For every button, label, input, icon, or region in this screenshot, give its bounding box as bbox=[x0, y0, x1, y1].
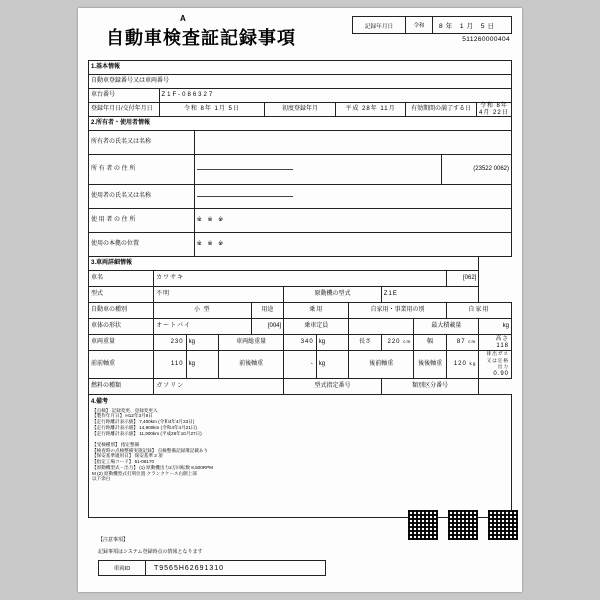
front-front-axle-unit: kg bbox=[186, 351, 219, 378]
power-output-label: 排出ガス又は定格出力 bbox=[486, 351, 509, 370]
value-length bbox=[381, 335, 414, 351]
value-front-front-axle: 110 bbox=[154, 351, 187, 378]
label-user-name: 使用者の氏名又は名称 bbox=[89, 185, 195, 209]
label-max-load: 最大積載量 bbox=[414, 319, 479, 335]
value-seating-capacity bbox=[349, 319, 414, 335]
remarks-line: M (2) 原動機型式打刻位置 クランクケース右側上部 bbox=[92, 470, 197, 476]
label-model: 型式 bbox=[89, 287, 154, 303]
power-output-value: 0.90 bbox=[493, 370, 509, 377]
row-vehicle-reg-number: 自動車登録番号又は車両番号 bbox=[89, 75, 512, 89]
gross-weight-unit: kg bbox=[316, 335, 349, 351]
record-date-label: 記録年月日 bbox=[353, 17, 406, 33]
width-unit: cm bbox=[468, 339, 477, 345]
vehicle-id-value: T9565H62691310 bbox=[154, 564, 225, 572]
label-seating-capacity: 乗車定員 bbox=[284, 319, 349, 335]
value-first-registration: 平成 28年 11月 bbox=[335, 103, 406, 117]
label-body-shape: 車体の形状 bbox=[89, 319, 154, 335]
remarks-line: 【指定工場コード】 51-08170 bbox=[92, 459, 155, 465]
label-rear-front-axle: 後前軸重 bbox=[349, 351, 414, 378]
label-vehicle-type: 自動車の種別 bbox=[89, 303, 154, 319]
owner-address-code: (23522 0062) bbox=[441, 155, 512, 185]
label-fuel-type: 燃料の種類 bbox=[89, 378, 154, 394]
value-user-name bbox=[194, 185, 511, 209]
length-unit: cm bbox=[403, 339, 412, 345]
label-usage: 用途 bbox=[251, 303, 284, 319]
expiry-value: 8年 4月 22日 bbox=[479, 103, 509, 116]
label-private-business: 自家用・事業用の別 bbox=[349, 303, 447, 319]
remarks-line: 【保安基準適用日】 保安基準 2 項 bbox=[92, 453, 163, 459]
remarks-line: 【検査時の点検整備実施記録】 点検整備記録簿記載あり bbox=[92, 447, 209, 453]
qr-code-icon bbox=[488, 510, 518, 540]
remarks-line: 【受検種別】 指定整備 bbox=[92, 441, 140, 447]
front-rear-axle-unit: kg bbox=[316, 351, 349, 378]
label-base-location: 使用の本拠の位置 bbox=[89, 233, 195, 257]
remarks-line: 【走行距離計表示値】 11,900km (平成28年10月27日) bbox=[92, 430, 202, 436]
value-front-rear-axle: - bbox=[284, 351, 317, 378]
document-header bbox=[88, 16, 512, 60]
label-rear-rear-axle: 後後軸重 bbox=[414, 351, 447, 378]
qr-code-icon bbox=[408, 510, 438, 540]
length-label-text: 長さ bbox=[359, 339, 372, 346]
remarks-line: 【走行距離計表示値】 14,900km (令和4年4月21日) bbox=[92, 424, 197, 430]
label-model-designation-no: 型式指定番号 bbox=[284, 378, 382, 394]
vehicle-id-label: 車両ID bbox=[99, 561, 146, 575]
value-chassis-number: Z1F-086327 bbox=[159, 89, 512, 103]
vehicle-weight-unit: kg bbox=[186, 335, 219, 351]
value-owner-name bbox=[194, 131, 511, 155]
remarks-block bbox=[88, 406, 512, 518]
label-length bbox=[349, 335, 382, 351]
rear-rear-axle-unit: kg bbox=[469, 361, 477, 367]
value-base-location: ※ ※ ※ bbox=[194, 233, 511, 257]
section-2-table bbox=[88, 116, 512, 257]
document-number: 511260000404 bbox=[462, 36, 510, 43]
height-label-text: 高さ bbox=[495, 336, 509, 343]
record-date-value: 8年 1月 5日 bbox=[439, 22, 497, 30]
remarks-line: 【原動機型式・出力】 (1) 原動機出力2万回転数 8,500RPM bbox=[92, 464, 213, 470]
owner-address-rule bbox=[197, 169, 293, 170]
label-first-registration: 初度登録年月 bbox=[265, 103, 336, 117]
value-width bbox=[446, 335, 479, 351]
remarks-line: 【走行距離計表示値】 7,400km (令和4年4月23日) bbox=[92, 419, 195, 425]
value-gross-weight: 340 bbox=[284, 335, 317, 351]
label-category-class-no: 類別区分番号 bbox=[381, 378, 479, 394]
document-body bbox=[88, 16, 512, 584]
value-fuel-type: ガソリン bbox=[154, 378, 284, 394]
label-front-front-axle: 前前軸重 bbox=[89, 351, 154, 378]
document-sheet bbox=[78, 8, 522, 592]
value-height bbox=[479, 335, 512, 351]
value-registration-date: 令和 8年 1月 5日 bbox=[159, 103, 265, 117]
label-expiry-date: 有効期間の満了する日 bbox=[406, 103, 477, 117]
value-vehicle-name: カワサキ bbox=[154, 271, 447, 287]
label-vehicle-name: 車名 bbox=[89, 271, 154, 287]
section-4-title: 4.備考 bbox=[88, 394, 512, 406]
value-rear-rear-axle bbox=[446, 351, 479, 378]
value-private-business: 自家用 bbox=[446, 303, 511, 319]
length-value-text: 220 bbox=[387, 339, 401, 346]
value-expiry-date bbox=[476, 103, 511, 117]
caution-text: 記録事項はシステム登録時点の情報となります bbox=[98, 548, 203, 555]
caution-title: 【注意事項】 bbox=[98, 537, 129, 543]
qr-code-row bbox=[408, 510, 518, 540]
value-power-output bbox=[479, 351, 512, 378]
body-shape-code: [004] bbox=[251, 319, 284, 335]
section-1-table bbox=[88, 60, 512, 117]
remarks-line: 【製作年月日】 H12年3月8日 bbox=[92, 413, 153, 419]
label-user-address: 使 用 者 の 住 所 bbox=[89, 209, 195, 233]
vehicle-id-box bbox=[98, 560, 326, 576]
record-date-box bbox=[352, 16, 512, 34]
value-vehicle-type: 小 型 bbox=[154, 303, 252, 319]
section-3-table bbox=[88, 256, 512, 394]
value-model: 不明 bbox=[154, 287, 284, 303]
value-user-address: ※ ※ ※ bbox=[194, 209, 511, 233]
record-era-label: 令和 bbox=[406, 17, 433, 33]
mark-a: A bbox=[180, 14, 186, 23]
width-value-text: 87 bbox=[456, 339, 466, 346]
max-load-unit: kg bbox=[479, 319, 512, 335]
remarks-line: 以下余白 bbox=[92, 476, 111, 482]
label-chassis-number: 車台番号 bbox=[89, 89, 160, 103]
rear-rear-axle-value-text: 120 bbox=[453, 361, 467, 368]
vehicle-name-code: [062] bbox=[446, 271, 479, 287]
label-gross-weight: 車両総重量 bbox=[219, 335, 284, 351]
value-engine-model: Z1E bbox=[381, 287, 479, 303]
label-front-rear-axle: 前後軸重 bbox=[219, 351, 284, 378]
value-vehicle-weight: 230 bbox=[154, 335, 187, 351]
expiry-era: 令和 bbox=[479, 103, 494, 109]
value-owner-address bbox=[194, 155, 441, 185]
qr-code-icon bbox=[448, 510, 478, 540]
section-1-title: 1.基本情報 bbox=[89, 61, 512, 75]
label-engine-model: 原動機の型式 bbox=[284, 287, 382, 303]
user-name-rule bbox=[197, 196, 293, 197]
height-value-text: 118 bbox=[496, 342, 509, 349]
value-body-shape: オートバイ bbox=[154, 319, 252, 335]
label-owner-address: 所 有 者 の 住 所 bbox=[89, 155, 195, 185]
page-title: 自動車検査証記録事項 bbox=[106, 28, 296, 49]
remarks-line: 【点検】 記録変更、登録変更入 bbox=[92, 407, 158, 413]
label-registration-date: 登録年月日/交付年月日 bbox=[89, 103, 160, 117]
value-usage: 乗用 bbox=[284, 303, 349, 319]
section-2-title: 2.所有者・使用者情報 bbox=[89, 117, 512, 131]
section-3-title: 3.車両詳細情報 bbox=[89, 257, 479, 271]
label-width: 幅 bbox=[414, 335, 447, 351]
document-footer bbox=[98, 537, 522, 576]
label-owner-name: 所有者の氏名又は名称 bbox=[89, 131, 195, 155]
label-vehicle-weight: 車両重量 bbox=[89, 335, 154, 351]
